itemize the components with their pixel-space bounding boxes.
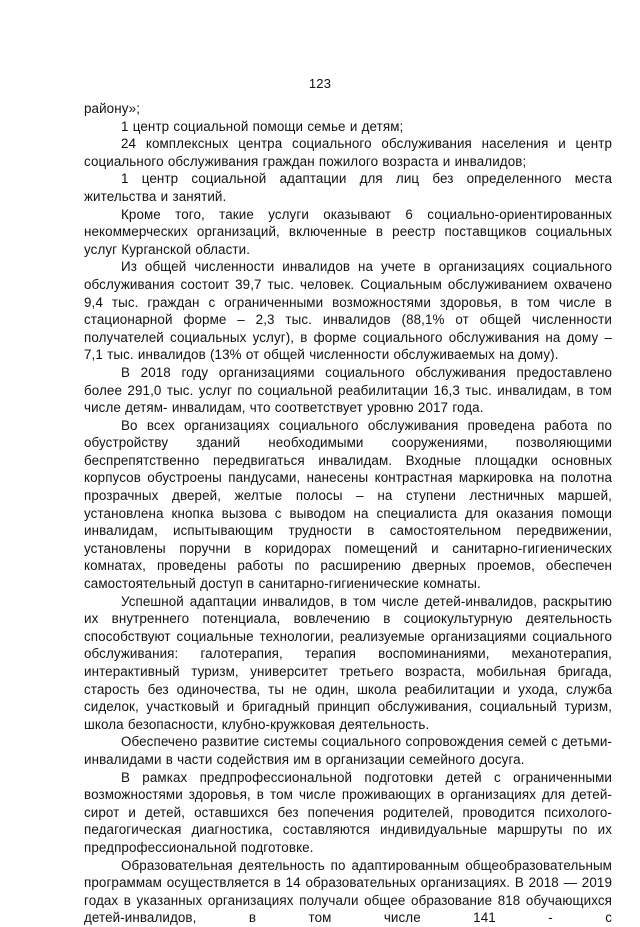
paragraph-rehabilitation-services: В 2018 году организациями социального обслуживания предоставлено более 291,0 тыс. услуг по социальной реабилитации 16,3 тыс. инвалидам, в том числе детям- инвалидам, что соответствует уровню 2017 года. bbox=[84, 364, 612, 416]
paragraph-nonprofits: Кроме того, такие услуги оказывают 6 социально-ориентированных некоммерческих организаций, включенные в реестр поставщиков социальных услуг Курганской области. bbox=[84, 206, 612, 257]
paragraph-preprofessional-training: В рамках предпрофессиональной подготовки детей с ограниченными возможностями здоровья, в том числе проживающих в организациях для детей-сирот и детей, оставшихся без попечения родителей, проводится психолого-педагогическая диагностика, составляются индивидуальные маршруты по их предпрофессиональной подготовке. bbox=[84, 769, 612, 855]
paragraph-social-technologies: Успешной адаптации инвалидов, в том числе детей-инвалидов, раскрытию их внутреннего потенциала, вовлечению в социокультурную деятельность способствуют социальные технологии, реализуемые организациями социального обслуживания: галотерапия, терапия воспоминаниями, механотерапия, интерактивный туризм, университет третьего возраста, мобильная бригада, старость без одиночества, ты не один, школа реабилитации и ухода, служба сиделок, участковый и бригадный принцип обслуживания, социальный туризм, школа безопасности, клубно-кружковая деятельность. bbox=[84, 593, 612, 732]
page-number: 123 bbox=[308, 76, 332, 91]
document-body bbox=[84, 100, 612, 927]
paragraph-family-support: Обеспечено развитие системы социального сопровождения семей с детьми-инвалидами в части содействия им в организации семейного досуга. bbox=[84, 734, 612, 767]
paragraph-continuation: району»; bbox=[84, 101, 141, 116]
paragraph-adaptation-center: 1 центр социальной адаптации для лиц без определенного места жительства и занятий. bbox=[84, 171, 612, 204]
paragraph-complex-centers: 24 комплексных центра социального обслуживания населения и центр социального обслуживания граждан пожилого возраста и инвалидов; bbox=[84, 136, 612, 169]
paragraph-family-center: 1 центр социальной помощи семье и детям; bbox=[121, 118, 404, 134]
paragraph-accessibility-work: Во всех организациях социального обслуживания проведена работа по обустройству зданий необходимыми сооружениями, позволяющими беспрепятственно передвигаться инвалидам. Входные площадки основных корпусов обустроены пандусами, нанесены контрастная маркировка на полотна прозрачных дверей, желтые полосы – на ступени лестничных маршей, установлена кнопка вызова с выводом на специалиста для оказания помощи инвалидам, испытывающим трудности в самостоятельном передвижении, установлены поручни в коридорах помещений и санитарно-гигиенических комнатах, проведены работы по расширению дверных проемов, обеспечен самостоятельный доступ в санитарно-гигиенические комнаты. bbox=[84, 417, 612, 592]
paragraph-disabled-statistics: Из общей численности инвалидов на учете в организациях социального обслуживания состоит 39,7 тыс. человек. Социальным обслуживанием охвачено 9,4 тыс. граждан с ограниченными возможностями здоровья, в том числе в стационарной форме – 2,3 тыс. инвалидов (88,1% от общей численности получателей социальных услуг), в форме социального обслуживания на дому – 7,1 тыс. инвалидов (13% от общей численности обслуживаемых на дому). bbox=[84, 259, 612, 363]
paragraph-education: Образовательная деятельность по адаптированным общеобразовательным программам осуществляется в 14 образовательных организациях. В 2018 — 2019 годах в указанных организациях получали общее образование 818 обучающихся детей-инвалидов, в том числе 141 - с bbox=[84, 857, 612, 926]
